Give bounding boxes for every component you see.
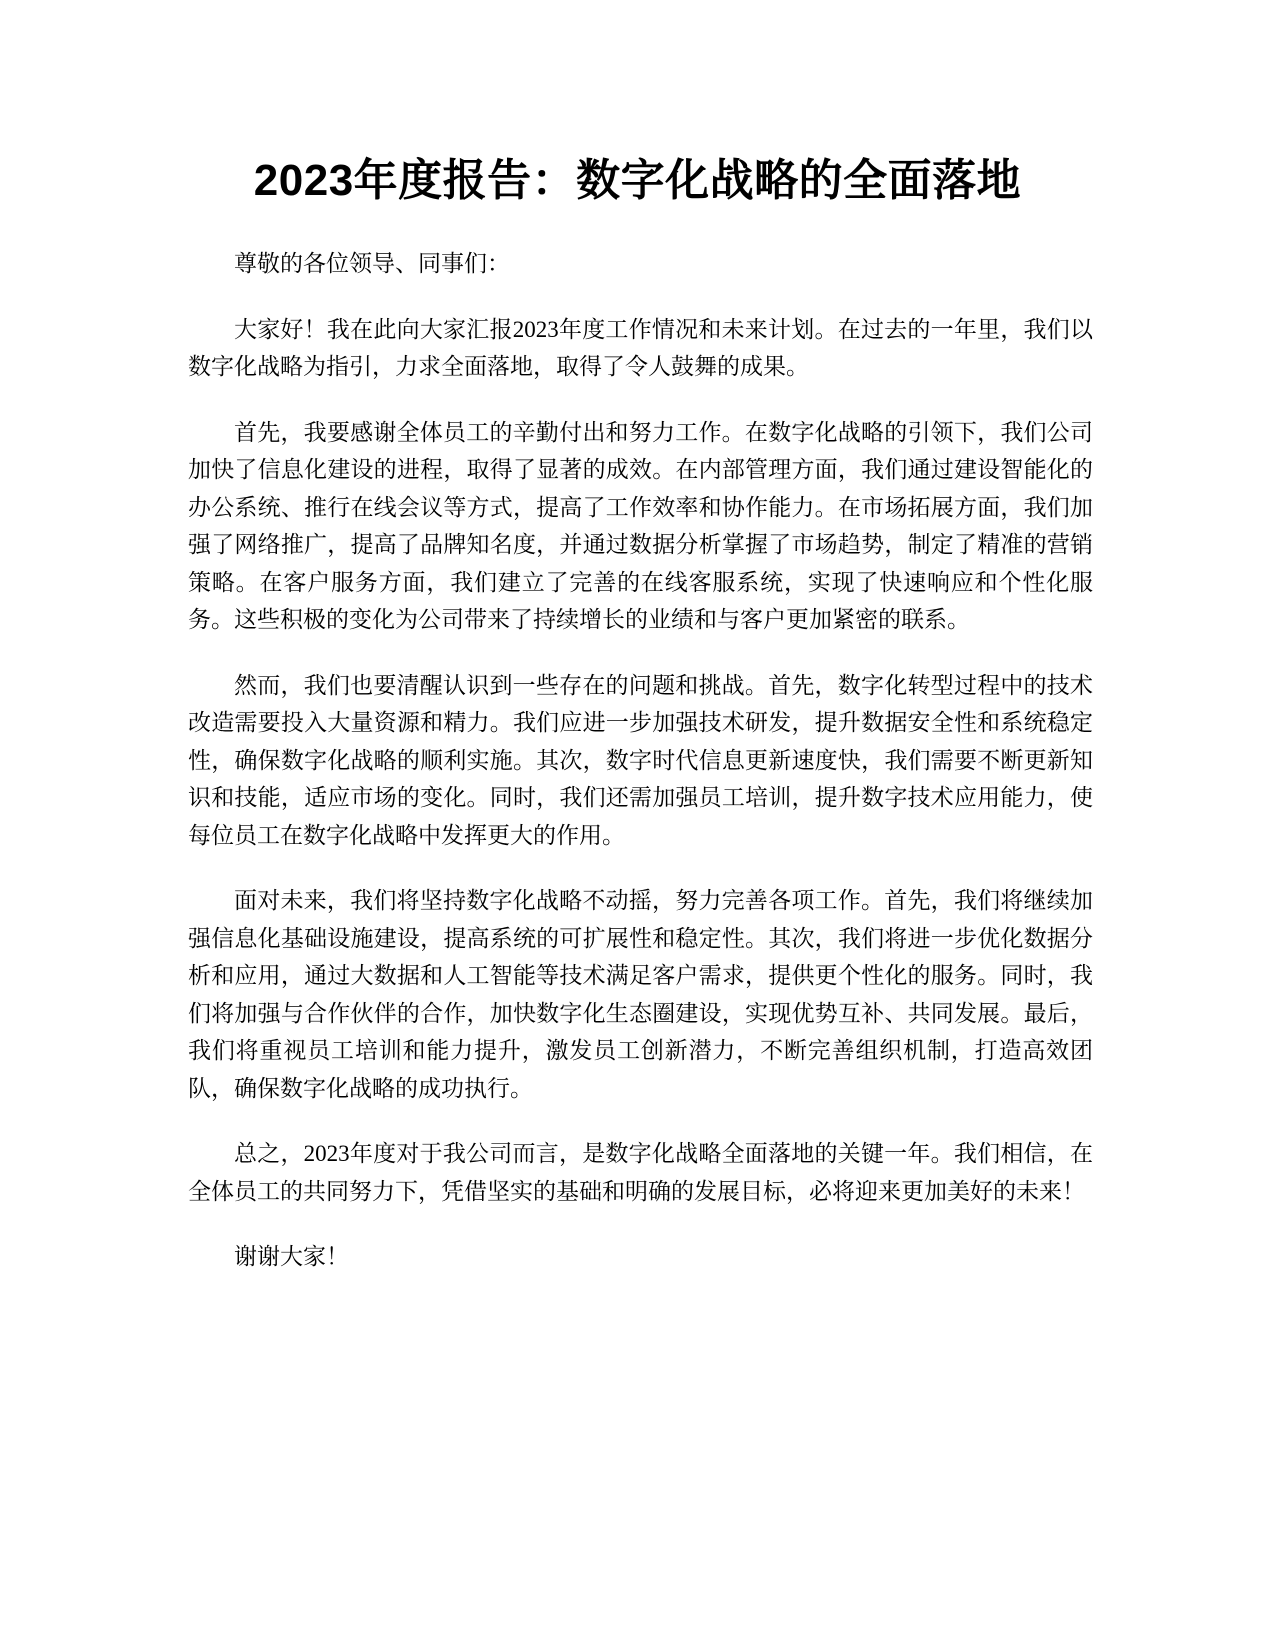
- salutation-paragraph: 尊敬的各位领导、同事们：: [234, 251, 510, 276]
- thanks-paragraph: 谢谢大家！: [234, 1244, 349, 1269]
- greeting-paragraph: 大家好！我在此向大家汇报2023年度工作情况和未来计划。在过去的一年里，我们以数字化战略为指引，力求全面落地，取得了令人鼓舞的成果。: [188, 316, 1093, 379]
- challenges-paragraph: 然而，我们也要清醒认识到一些存在的问题和挑战。首先，数字化转型过程中的技术改造需要投入大量资源和精力。我们应进一步加强技术研发，提升数据安全性和系统稳定性，确保数字化战略的顺利实施。其次，数字时代信息更新速度快，我们需要不断更新知识和技能，适应市场的变化。同时，我们还需加强员工培训，提升数字技术应用能力，使每位员工在数字化战略中发挥更大的作用。: [188, 672, 1093, 848]
- achievements-paragraph: 首先，我要感谢全体员工的辛勤付出和努力工作。在数字化战略的引领下，我们公司加快了信息化建设的进程，取得了显著的成效。在内部管理方面，我们通过建设智能化的办公系统、推行在线会议等方式，提高了工作效率和协作能力。在市场拓展方面，我们加强了网络推广，提高了品牌知名度，并通过数据分析掌握了市场趋势，制定了精准的营销策略。在客户服务方面，我们建立了完善的在线客服系统，实现了快速响应和个性化服务。这些积极的变化为公司带来了持续增长的业绩和与客户更加紧密的联系。: [188, 419, 1093, 632]
- conclusion-paragraph: 总之，2023年度对于我公司而言，是数字化战略全面落地的关键一年。我们相信，在全体员工的共同努力下，凭借坚实的基础和明确的发展目标，必将迎来更加美好的未来！: [188, 1141, 1093, 1204]
- document-body: [188, 245, 1093, 1276]
- future-plans-paragraph: 面对未来，我们将坚持数字化战略不动摇，努力完善各项工作。首先，我们将继续加强信息化基础设施建设，提高系统的可扩展性和稳定性。其次，我们将进一步优化数据分析和应用，通过大数据和人工智能等技术满足客户需求，提供更个性化的服务。同时，我们将加强与合作伙伴的合作，加快数字化生态圈建设，实现优势互补、共同发展。最后，我们将重视员工培训和能力提升，激发员工创新潜力，不断完善组织机制，打造高效团队，确保数字化战略的成功执行。: [188, 888, 1093, 1101]
- document-title: 2023年度报告：数字化战略的全面落地: [253, 156, 1022, 205]
